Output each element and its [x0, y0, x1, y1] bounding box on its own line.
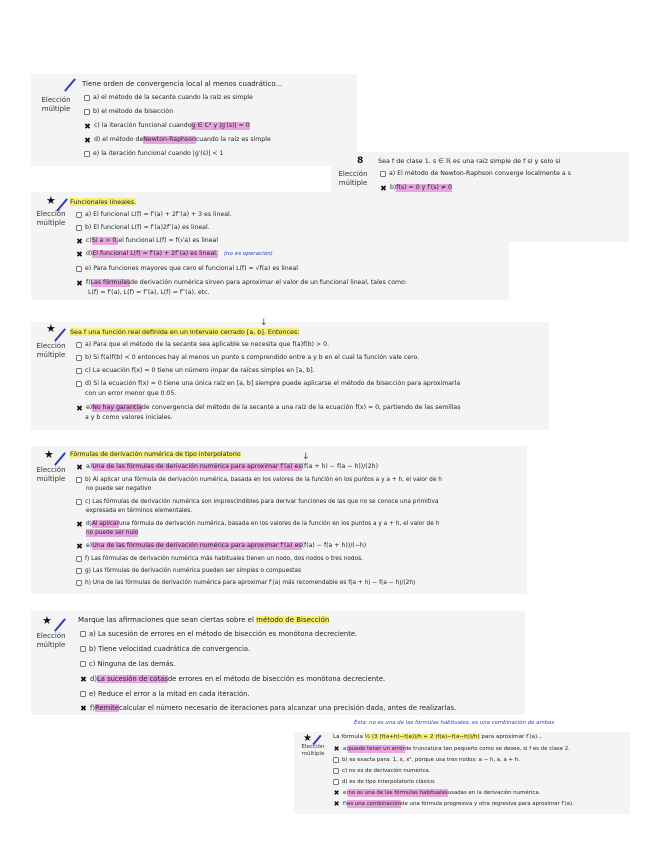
q3-option-d-line2: con un error menor que 0.05.	[85, 390, 177, 397]
q4-option-b-line2: no puede ser negativo	[86, 486, 152, 492]
checkbox-checked-icon[interactable]: ✖	[333, 744, 340, 753]
checkbox-unchecked[interactable]	[333, 779, 339, 785]
q1-option-d[interactable]: ✖ d) el método de Newton-Raphson cuando la raíz es simple	[84, 135, 271, 145]
checkbox-checked-icon[interactable]: ✖	[380, 183, 387, 193]
question-type-label: Elección múltiple	[338, 170, 368, 187]
q1-option-a[interactable]: a) el método de la secante cuando la raíz es simple	[84, 94, 253, 102]
q4-option-d-line2: no puede ser nulo	[86, 530, 139, 536]
question-4-star-icon: ★	[44, 448, 54, 461]
checkbox-unchecked[interactable]	[76, 355, 82, 361]
q5-option-c[interactable]: c) Ninguna de las demás.	[80, 660, 175, 668]
checkbox-unchecked[interactable]	[76, 556, 82, 562]
checkbox-unchecked[interactable]	[76, 381, 82, 387]
q6-option-e[interactable]: ✖ e) no es una de las fórmulas habituales usadas en la derivación numérica.	[333, 788, 541, 797]
checkbox-unchecked[interactable]	[333, 768, 339, 774]
q4-option-c-line2: expresada en términos elementales.	[86, 508, 193, 514]
checkbox-unchecked[interactable]	[76, 477, 82, 483]
checkbox-unchecked[interactable]	[76, 568, 82, 574]
question-2-title: Funcionales lineales.	[70, 198, 137, 206]
question-6-star-icon: ★	[303, 733, 312, 744]
q1-option-e[interactable]: e) la iteración funcional cuando |g′(s)| < 1	[84, 150, 223, 158]
question-type-label: Elección múltiple	[36, 210, 66, 227]
q6-option-d[interactable]: d) es de tipo interpolatorio clásico.	[333, 778, 436, 786]
question-type-label: Elección múltiple	[36, 466, 66, 483]
q3-option-e[interactable]: ✖ e) No hay garantía de convergencia del método de la secante a una raíz de la ecuación f(x) = 0, partiendo de las semillas	[76, 403, 461, 413]
q2-option-f[interactable]: ✖ f) Las fórmulas de derivación numérica sirven para aproximar el valor de un funcional lineal, tales como:	[76, 278, 407, 288]
checkbox-checked-icon[interactable]: ✖	[76, 236, 83, 246]
checkbox-checked-icon[interactable]: ✖	[80, 703, 87, 713]
checkbox-unchecked[interactable]	[80, 646, 86, 652]
checkbox-unchecked[interactable]	[76, 580, 82, 586]
question-2-star-icon: ★	[46, 194, 56, 207]
q4-option-b[interactable]: b) Al aplicar una fórmula de derivación numérica, basada en los valores de la función en los puntos a y a + h, el valor de h	[76, 476, 442, 484]
question-3-title: Sea f una función real definida en un intervalo cerrado [a, b]. Entonces:	[70, 328, 300, 336]
checkbox-unchecked[interactable]	[84, 151, 90, 157]
question-8-number: 8	[357, 156, 364, 166]
checkbox-checked-icon[interactable]: ✖	[76, 519, 83, 529]
q6-option-a[interactable]: ✖ a) puede tener un error de truncatura tan pequeño como se desee, si f es de clase 2.	[333, 744, 570, 753]
checkbox-unchecked[interactable]	[76, 212, 82, 218]
q2-option-a[interactable]: a) El funcional L(f) = f′(a) + 2f″(a) + 3 es lineal.	[76, 211, 232, 219]
question-type-label: Elección múltiple	[301, 744, 325, 757]
handwritten-annotation: Ésta: no es una de las fórmulas habituales, es una combinación de ambas	[354, 720, 555, 726]
checkbox-unchecked[interactable]	[76, 225, 82, 231]
checkbox-unchecked[interactable]	[84, 95, 90, 101]
question-1-title: Tiene orden de convergencia local al menos cuadrático...	[82, 80, 283, 88]
checkbox-unchecked[interactable]	[80, 631, 86, 637]
checkbox-checked-icon[interactable]: ✖	[84, 121, 91, 131]
q4-option-c[interactable]: c) Las fórmulas de derivación numérica son imprescindibles para derivar funciones de las que no se conoce una primitiva	[76, 498, 439, 506]
q3-option-d[interactable]: d) Si la ecuación f(x) = 0 tiene una única raíz en [a, b] siempre puede aplicarse el método de bisección para aproximarla	[76, 380, 460, 388]
checkbox-checked-icon[interactable]: ✖	[76, 249, 83, 259]
q1-option-c[interactable]: ✖ c) la iteración funcional cuando g ∈ C² y |g′(s)| = 0	[84, 121, 250, 131]
q5-option-a[interactable]: a) La sucesión de errores en el método de bisección es monótona decreciente.	[80, 630, 357, 638]
q1-option-b[interactable]: b) el método de bisección	[84, 108, 173, 116]
q4-option-a[interactable]: ✖ a) Una de las fórmulas de derivación numérica para aproximar f′(a) es (f(a + h) − f(a − h))/(2h)	[76, 462, 378, 472]
q6-option-b[interactable]: b) es exacta para: 1, x, x², porque usa tres nodos: a − h, a, a + h.	[333, 756, 520, 764]
q3-option-a[interactable]: a) Para que el método de la secante sea aplicable se necesita que f(a)f(b) > 0.	[76, 341, 329, 349]
q5-option-f[interactable]: ✖ f) Remite calcular el número necesario de iteraciones para alcanzar una precisión dada, antes de realizarlas.	[80, 703, 457, 713]
checkbox-unchecked[interactable]	[76, 342, 82, 348]
q8-option-a[interactable]: a) El método de Newton-Raphson converge localmente a s	[380, 170, 571, 178]
checkbox-unchecked[interactable]	[80, 661, 86, 667]
checkbox-checked-icon[interactable]: ✖	[76, 541, 83, 551]
q4-option-f[interactable]: f) Las fórmulas de derivación numérica más habituales tienen un nodo, dos nodos o tres nodos.	[76, 555, 363, 563]
question-type-label: Elección múltiple	[36, 342, 66, 359]
question-3-star-icon: ★	[46, 322, 56, 335]
checkbox-checked-icon[interactable]: ✖	[76, 278, 83, 288]
question-4-title: Fórmulas de derivación numérica de tipo interpolatorio	[70, 451, 241, 458]
q4-option-d[interactable]: ✖ d) Al aplicar una fórmula de derivación numérica, basada en los valores de la función en los puntos a y a + h, el valor de h	[76, 519, 440, 529]
question-type-label: Elección múltiple	[41, 96, 71, 113]
checkbox-unchecked[interactable]	[76, 499, 82, 505]
q3-option-b[interactable]: b) Si f(a)f(b) < 0 entonces hay al menos un punto s comprendido entre a y b en el cual la función vale cero.	[76, 354, 419, 362]
q4-option-g[interactable]: g) Las fórmulas de derivación numérica pueden ser simples o compuestas	[76, 567, 301, 575]
checkbox-unchecked[interactable]	[80, 691, 86, 697]
question-5-title: Marque las afirmaciones que sean ciertas sobre el método de Bisección	[78, 616, 330, 624]
checkbox-checked-icon[interactable]: ✖	[76, 462, 83, 472]
q5-option-b[interactable]: b) Tiene velocidad cuadrática de convergencia.	[80, 645, 250, 653]
question-8-title: Sea f de clase 1. s ∈ ℝ es una raíz simple de f si y solo si	[378, 157, 561, 165]
q6-option-f[interactable]: ✖ f) es una combinación de una fórmula progresiva y otra regresiva para aproximar f′(a).	[333, 799, 574, 808]
question-type-label: Elección múltiple	[36, 632, 66, 649]
q5-option-e[interactable]: e) Reduce el error a la mitad en cada iteración.	[80, 690, 250, 698]
q8-option-b[interactable]: ✖ b) f(s) = 0 y f′(s) ≠ 0	[380, 183, 452, 193]
q4-option-e[interactable]: ✖ e) Una de las fórmulas de derivación numérica para aproximar f′(a) es (f(a) − f(a + h))/(−h)	[76, 541, 367, 551]
q2-option-b[interactable]: b) El funcional L(f) = f′(a)2f″(a) es lineal.	[76, 224, 210, 232]
q5-option-d[interactable]: ✖ d) La sucesión de cotas de errores en el método de bisección es monótona decreciente.	[80, 674, 386, 684]
q2-option-f-line2: L(f) = f′(a), L(f) = f″(a), L(f) = f‴(a), etc.	[88, 289, 210, 296]
q6-option-c[interactable]: c) no es de derivación numérica.	[333, 767, 430, 775]
q3-option-e-line2: a y b como valores iniciales.	[85, 414, 173, 421]
handwritten-annotation: (no es operación)	[223, 251, 273, 257]
q2-option-e[interactable]: e) Para funciones mayores que cero el funcional L(f) = √f(a) es lineal	[76, 265, 298, 273]
checkbox-unchecked[interactable]	[76, 266, 82, 272]
checkbox-checked-icon[interactable]: ✖	[333, 799, 340, 808]
q2-option-d[interactable]: ✖ d) El funcional L(f) = f′(a) + 2f″(a) es lineal. (no es operación)	[76, 249, 273, 259]
checkbox-checked-icon[interactable]: ✖	[76, 403, 83, 413]
q3-option-c[interactable]: c) La ecuación f(x) = 0 tiene un número impar de raíces simples en [a, b].	[76, 367, 315, 375]
checkbox-checked-icon[interactable]: ✖	[84, 135, 91, 145]
checkbox-checked-icon[interactable]: ✖	[333, 788, 340, 797]
checkbox-unchecked[interactable]	[333, 757, 339, 763]
arrow-down-annotation: ↓	[302, 452, 310, 462]
question-5-star-icon: ★	[42, 614, 52, 627]
q2-option-c[interactable]: ✖ c) Si a > 0, el funcional L(f) = f(√a) es lineal	[76, 236, 219, 246]
q4-option-h[interactable]: h) Una de las fórmulas de derivación numérica para aproximar f′(a) más recomendable es f(a + h) − f(a − h)/(2h)	[76, 579, 415, 587]
question-6-title: La fórmula ½ (3 (f(a+h)−f(a))/h + 2 (f(a)−f(a−h))/h) para aproximar f′(a)...	[333, 734, 543, 740]
checkbox-unchecked[interactable]	[76, 368, 82, 374]
checkbox-unchecked[interactable]	[84, 109, 90, 115]
checkbox-checked-icon[interactable]: ✖	[80, 674, 87, 684]
checkbox-unchecked[interactable]	[380, 171, 386, 177]
arrow-down-annotation: ↓	[260, 318, 268, 328]
